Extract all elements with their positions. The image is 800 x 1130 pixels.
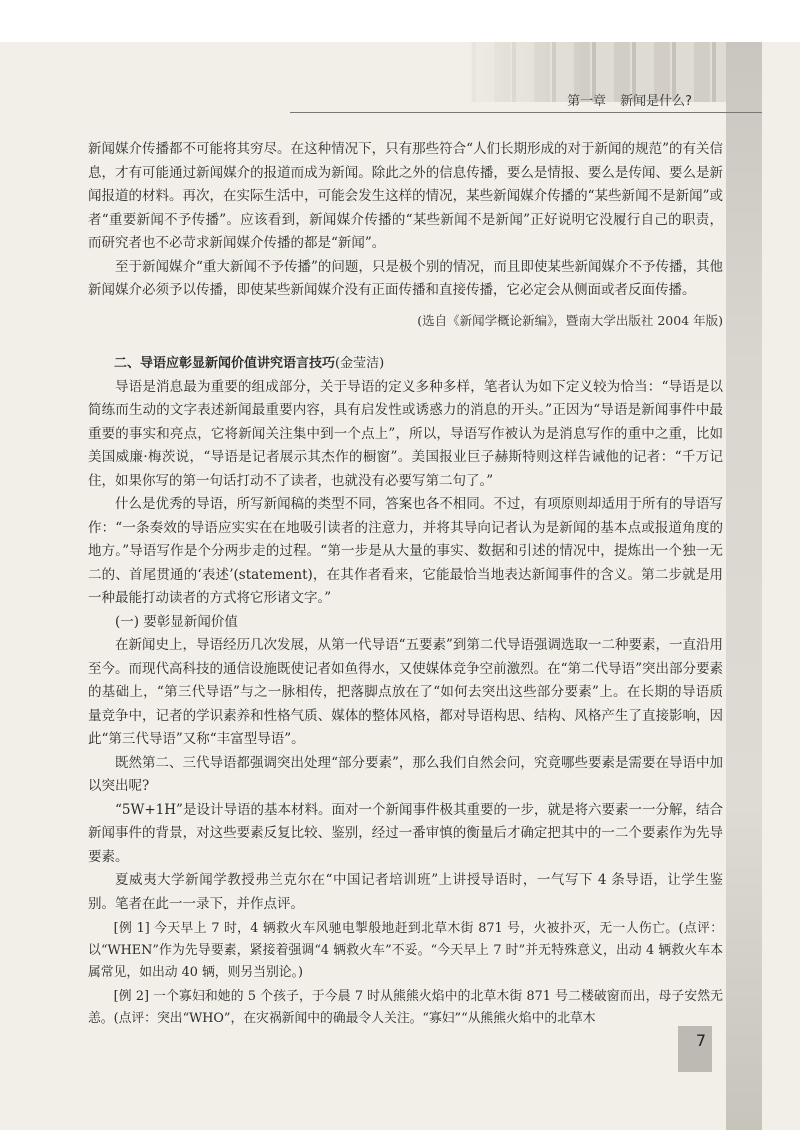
paragraph-3: 导语是消息最为重要的组成部分，关于导语的定义多种多样，笔者认为如下定义较为恰当：“导语是以简练而生动的文字表述新闻最重要内容，具有启发性或诱惑力的消息的开头。”正因为“导语是新闻事件中最重要的事实和亮点，它将新闻关注集中到一个点上”，所以，导语写作被认为是消息写作的重中之重，比如美国威廉·梅茨说，“导语是记者展示其杰作的橱窗”。美国报业巨子赫斯特则这样告诫他的记者：“千万记住，如果你写的第一句话打动不了读者，也就没有必要写第二句了。”: [88, 378, 723, 489]
subheading: (一) 要彰显新闻价值: [115, 613, 238, 630]
section-title: 二、导语应彰显新闻价值讲究语言技巧: [114, 356, 336, 371]
chapter-label: 第一章: [567, 94, 607, 109]
chapter-title: 新闻是什么?: [620, 94, 692, 109]
paragraph-7: “5W+1H”是设计导语的基本材料。面对一个新闻事件极其重要的一步，就是将六要素一一分解，结合新闻事件的背景，对这些要素反复比较、鉴别，经过一番审慎的衡量后才确定把其中的一二个要素作为先导要素。: [88, 801, 723, 865]
margin-stripe: [726, 42, 762, 1130]
paragraph-5: 在新闻史上，导语经历几次发展，从第一代导语“五要素”到第二代导语强调选取一二种要素，一直沿用至今。而现代高科技的通信设施既使记者如鱼得水，又使媒体竞争空前激烈。在“第二代导语”突出部分要素的基础上，“第三代导语”与之一脉相传，把落脚点放在了“如何去突出这些部分要素”上。在长期的导语质量竞争中，记者的学识素养和性格气质、媒体的整体风格，都对导语构思、结构、风格产生了直接影响，因此“第三代导语”又称“丰富型导语”。: [88, 637, 723, 747]
paragraph-6: 既然第二、三代导语都强调突出处理“部分要素”，那么我们自然会问，究竟哪些要素是需要在导语中加以突出呢?: [88, 754, 723, 794]
example-1: [例 1] 今天早上 7 时，4 辆救火车风驰电掣般地赶到北草木街 871 号，火被扑灭，无一人伤亡。(点评：以“WHEN”作为先导要素，紧接着强调“4 辆救火车”不妥。“今天早上 7 时”并无特殊意义，出动 4 辆救火车本属常见，如出动 40 辆，则另当别论。): [88, 921, 723, 980]
header-rule: [290, 112, 762, 113]
section-heading: [88, 352, 723, 376]
running-header: [567, 90, 692, 109]
paragraph-8: 夏威夷大学新闻学教授弗兰克尔在“中国记者培训班”上讲授导语时，一气写下 4 条导语，让学生鉴别。笔者在此一一录下，并作点评。: [88, 872, 723, 912]
body-text: [88, 138, 723, 1030]
example-2: [例 2] 一个寡妇和她的 5 个孩子，于今晨 7 时从熊熊火焰中的北草木街 871 号二楼破窗而出，母子安然无恙。(点评：突出“WHO”，在灾祸新闻中的确最令人关注。“寡妇”“从熊熊火焰中的北草木: [88, 989, 723, 1026]
source-citation: (选自《新闻学概论新编》，暨南大学出版社 2004 年版): [417, 312, 723, 328]
book-page: [0, 42, 800, 1130]
paragraph-4: 什么是优秀的导语，所写新闻稿的类型不同，答案也各不相同。不过，有项原则却适用于所有的导语写作：“一条奏效的导语应实实在在地吸引读者的注意力，并将其导向记者认为是新闻的基本点或报道角度的地方。”导语写作是个分两步走的过程。“第一步是从大量的事实、数据和引述的情况中，提炼出一个独一无二的、首尾贯通的‘表述’(statement)，在其作者看来，它能最恰当地表达新闻事件的含义。第二步就是用一种最能打动读者的方式将它形诸文字。”: [88, 496, 723, 606]
paragraph-1: 新闻媒介传播都不可能将其穷尽。在这种情况下，只有那些符合“人们长期形成的对于新闻的规范”的有关信息，才有可能通过新闻媒介的报道而成为新闻。除此之外的信息传播，要么是情报、要么是传闻、要么是新闻报道的材料。再次，在实际生活中，可能会发生这样的情况，某些新闻媒介传播的“某些新闻不是新闻”或者“重要新闻不予传播”。应该看到，新闻媒介传播的“某些新闻不是新闻”正好说明它没履行自己的职责，而研究者也不必苛求新闻媒介传播的都是“新闻”。: [88, 141, 723, 251]
page-number: 7: [695, 1031, 706, 1050]
paragraph-2: 至于新闻媒介“重大新闻不予传播”的问题，只是极个别的情况，而且即使某些新闻媒介不予传播，其他新闻媒介必须予以传播，即使某些新闻媒介没有正面传播和直接传播，它必定会从侧面或者反面传播。: [88, 258, 723, 298]
section-author: (金莹洁): [335, 356, 385, 371]
